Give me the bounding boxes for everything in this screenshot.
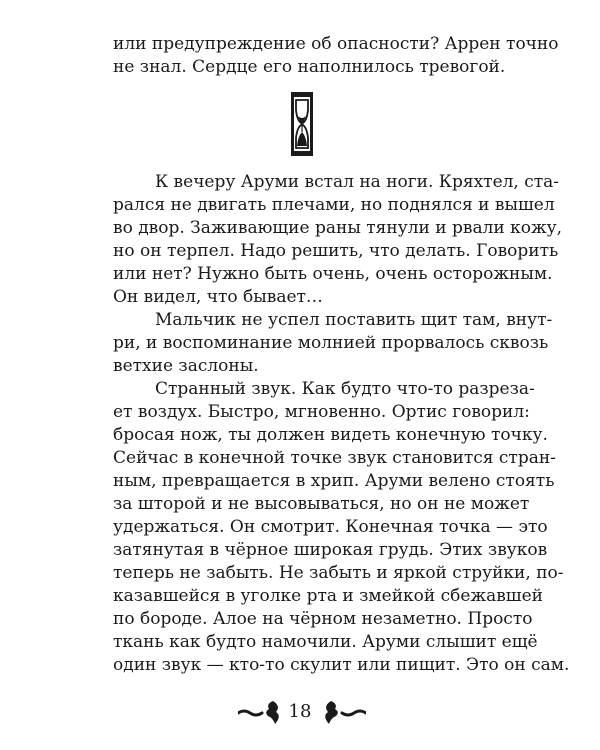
page-number: 18 — [288, 701, 312, 722]
page-text-top — [113, 33, 559, 79]
right-leaf-ornament-icon — [320, 700, 342, 726]
text-line: теперь не забыть. Не забыть и яркой струйки, по- — [113, 563, 564, 583]
page-footer — [0, 698, 600, 730]
text-line: но он терпел. Надо решить, что делать. Говорить — [113, 241, 559, 261]
paragraph — [113, 171, 563, 309]
page-text-main — [113, 171, 570, 677]
text-line: казавшейся в уголке рта и змейкой сбежавшей — [113, 586, 543, 606]
text-line: рался не двигать плечами, но поднялся и вышел — [113, 195, 555, 215]
text-line: по бороде. Алое на чёрном незаметно. Просто — [113, 609, 533, 629]
text-line: во двор. Заживающие раны тянули и рвали кожу, — [113, 218, 563, 238]
text-line: не знал. Сердце его наполнилось тревогой. — [113, 57, 506, 77]
text-line: ткань как будто намочили. Аруми слышит ещё — [113, 632, 538, 652]
paragraph — [113, 309, 553, 378]
text-line: ри, и воспоминание молнией прорвалось сквозь — [113, 333, 549, 353]
text-line: один звук — кто-то скулит или пищит. Это он сам. — [113, 655, 570, 675]
text-line: или предупреждение об опасности? Аррен точно — [113, 34, 559, 54]
text-line: затянутая в чёрное широкая грудь. Этих звуков — [113, 540, 548, 560]
text-line: Он видел, что бывает… — [113, 287, 323, 307]
paragraph — [113, 378, 570, 677]
text-line: бросая нож, ты должен видеть конечную точку. — [113, 425, 548, 445]
left-dash-ornament-icon — [238, 708, 264, 718]
text-line: за шторой и не высовываться, но он не может — [113, 494, 530, 514]
right-dash-ornament-icon — [340, 708, 366, 718]
text-line: ет воздух. Быстро, мгновенно. Ортис говорил: — [113, 402, 530, 422]
text-line: ным, превращается в хрип. Аруми велено стоять — [113, 471, 555, 491]
text-line: Странный звук. Как будто что-то разреза- — [155, 379, 535, 399]
hourglass-icon — [288, 92, 316, 156]
text-line: или нет? Нужно быть очень, очень осторожным. — [113, 264, 553, 284]
text-line: Сейчас в конечной точке звук становится стран- — [113, 448, 556, 468]
left-leaf-ornament-icon — [262, 700, 284, 726]
text-line: удержаться. Он смотрит. Конечная точка — это — [113, 517, 548, 537]
text-line: ветхие заслоны. — [113, 356, 259, 376]
text-line: К вечеру Аруми встал на ноги. Кряхтел, ста- — [155, 172, 560, 192]
text-line: Мальчик не успел поставить щит там, внут- — [155, 310, 553, 330]
